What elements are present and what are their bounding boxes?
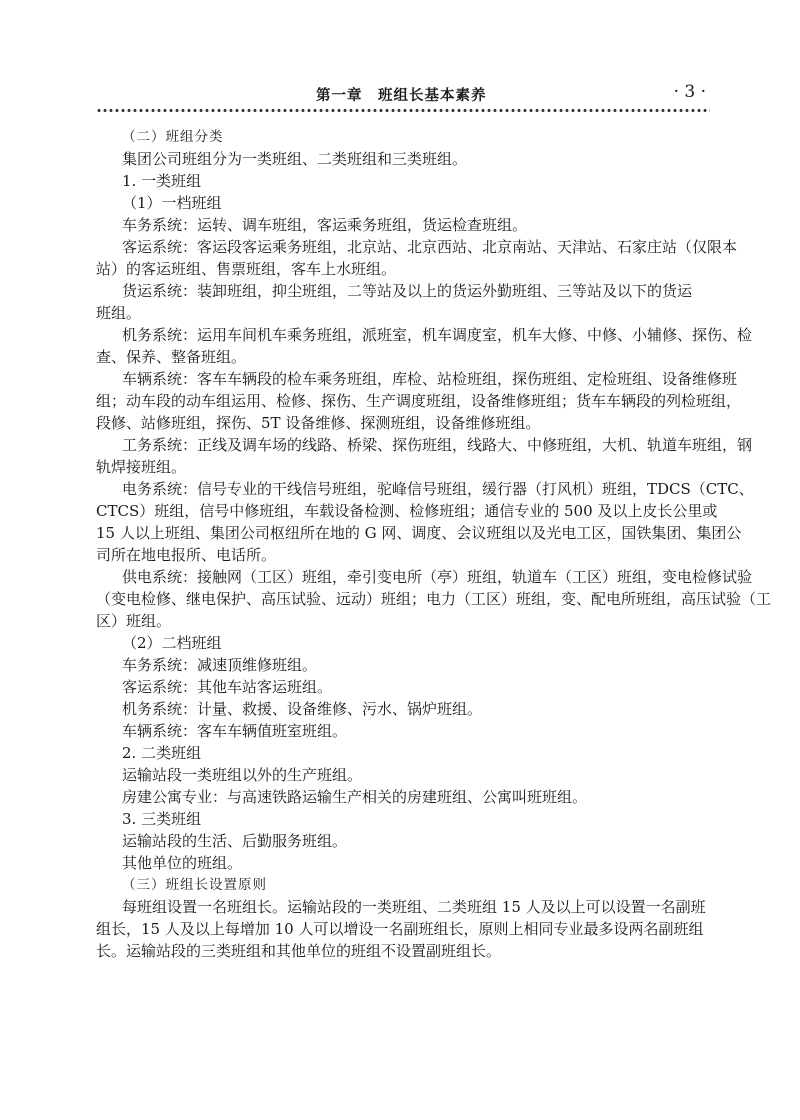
subsection-heading: （1）一档班组 bbox=[122, 194, 222, 212]
subsection-heading: 3. 三类班组 bbox=[122, 810, 202, 828]
paragraph-line: 15 人以上班组、集团公司枢纽所在地的 G 网、调度、会议班组以及光电工区，国铁集团、集团公 bbox=[96, 524, 742, 542]
page-number: · 3 · bbox=[673, 82, 706, 102]
paragraph-line: 车务系统：运转、调车班组，客运乘务班组，货运检查班组。 bbox=[122, 216, 528, 234]
paragraph-line: 房建公寓专业：与高速铁路运输生产相关的房建班组、公寓叫班班组。 bbox=[122, 788, 588, 806]
subsection-heading: （2）二档班组 bbox=[122, 634, 222, 652]
paragraph-line: 供电系统：接触网（工区）班组，牵引变电所（亭）班组，轨道车（工区）班组，变电检修试验 bbox=[122, 568, 753, 586]
section-heading: （三）班组长设置原则 bbox=[122, 877, 267, 893]
paragraph-line: CTCS）班组，信号中修班组，车载设备检测、检修班组；通信专业的 500 及以上皮长公里或 bbox=[96, 502, 718, 520]
paragraph-line: 班组。 bbox=[96, 304, 142, 322]
subsection-heading: 1. 一类班组 bbox=[122, 172, 202, 190]
paragraph-line: （变电检修、继电保护、高压试验、远动）班组；电力（工区）班组，变、配电所班组，高压试验（工 bbox=[96, 590, 772, 608]
paragraph-line: 区）班组。 bbox=[96, 612, 172, 630]
paragraph-line: 电务系统：信号专业的干线信号班组，驼峰信号班组，缓行器（打风机）班组，TDCS（CTC、 bbox=[122, 480, 754, 498]
running-header bbox=[96, 84, 710, 106]
header-divider bbox=[96, 108, 710, 113]
paragraph-line: 机务系统：运用车间机车乘务班组，派班室，机车调度室，机车大修、中修、小辅修、探伤、检 bbox=[122, 326, 753, 344]
paragraph-line: 车务系统：减速顶维修班组。 bbox=[122, 656, 318, 674]
paragraph-line: 客运系统：客运段客运乘务班组，北京站、北京西站、北京南站、天津站、石家庄站（仅限本 bbox=[122, 238, 738, 256]
paragraph-line: 运输站段的生活、后勤服务班组。 bbox=[122, 832, 348, 850]
paragraph-line: 货运系统：装卸班组，抑尘班组，二等站及以上的货运外勤班组、三等站及以下的货运 bbox=[122, 282, 693, 300]
paragraph-line: 车辆系统：客车车辆值班室班组。 bbox=[122, 722, 348, 740]
section-heading: （二）班组分类 bbox=[122, 129, 224, 145]
paragraph-line: 工务系统：正线及调车场的线路、桥梁、探伤班组，线路大、中修班组，大机、轨道车班组，钢 bbox=[122, 436, 753, 454]
paragraph-line: 每班组设置一名班组长。运输站段的一类班组、二类班组 15 人及以上可以设置一名副班 bbox=[122, 898, 706, 916]
paragraph-line: 查、保养、整备班组。 bbox=[96, 348, 247, 366]
paragraph-line: 客运系统：其他车站客运班组。 bbox=[122, 678, 333, 696]
paragraph-line: 运输站段一类班组以外的生产班组。 bbox=[122, 766, 363, 784]
paragraph-line: 集团公司班组分为一类班组、二类班组和三类班组。 bbox=[122, 150, 468, 168]
page-body bbox=[96, 126, 772, 962]
paragraph-line: 轨焊接班组。 bbox=[96, 458, 187, 476]
paragraph-line: 站）的客运班组、售票班组，客车上水班组。 bbox=[96, 260, 397, 278]
paragraph-line: 组长，15 人及以上每增加 10 人可以增设一名副班组长，原则上相同专业最多设两名副班组 bbox=[96, 920, 704, 938]
chapter-title: 第一章 班组长基本素养 bbox=[316, 87, 487, 104]
paragraph-line: 司所在地电报所、电话所。 bbox=[96, 546, 277, 564]
paragraph-line: 组；动车段的动车组运用、检修、探伤、生产调度班组，设备维修班组；货车车辆段的列检班组， bbox=[96, 392, 742, 410]
paragraph-line: 段修、站修班组，探伤、5T 设备维修、探测班组，设备维修班组。 bbox=[96, 414, 541, 432]
paragraph-line: 其他单位的班组。 bbox=[122, 854, 243, 872]
paragraph-line: 长。运输站段的三类班组和其他单位的班组不设置副班组长。 bbox=[96, 942, 502, 960]
paragraph-line: 车辆系统：客车车辆段的检车乘务班组，库检、站检班组，探伤班组、定检班组、设备维修班 bbox=[122, 370, 738, 388]
subsection-heading: 2. 二类班组 bbox=[122, 744, 202, 762]
paragraph-line: 机务系统：计量、救援、设备维修、污水、锅炉班组。 bbox=[122, 700, 483, 718]
